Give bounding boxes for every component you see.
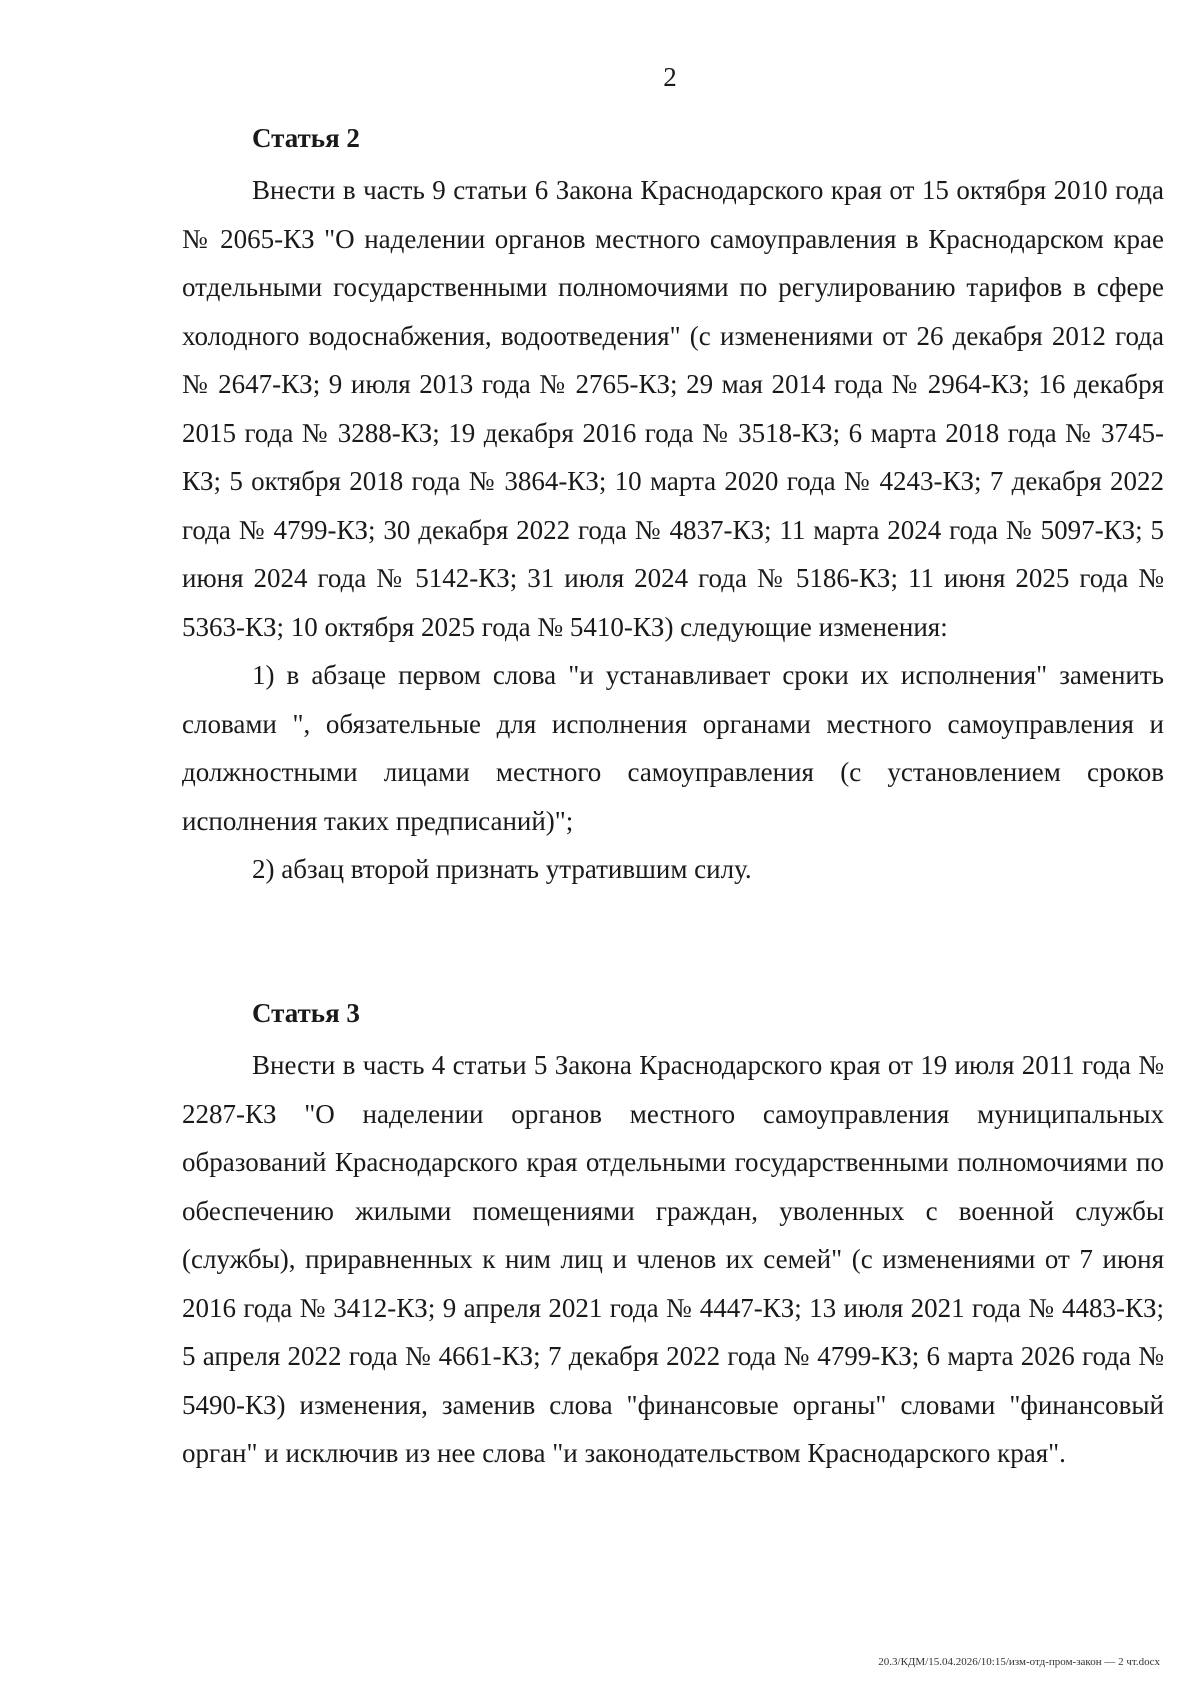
file-stamp: 20.3/КДМ/15.04.2026/10:15/изм-отд-пром-закон — 2 чт.docx	[878, 1656, 1160, 1668]
article-2-paragraph-2: 1) в абзаце первом слова "и устанавливает сроки их исполнения" заменить словами ", обязательные для исполнения органами местного самоуправления и должностными лицами местного самоуправления (с установлением сроков исполнения таких предписаний)";	[182, 660, 1164, 836]
article-3-heading: Статья 3	[252, 998, 360, 1028]
article-2-heading: Статья 2	[252, 123, 360, 153]
article-2-paragraph-1: Внести в часть 9 статьи 6 Закона Краснодарского края от 15 октября 2010 года № 2065-КЗ "О наделении органов местного самоуправления в Краснодарском крае отдельными государственными полномочиями по регулированию тарифов в сфере холодного водоснабжения, водоотведения" (с изменениями от 26 декабря 2012 года № 2647-КЗ; 9 июля 2013 года № 2765-КЗ; 29 мая 2014 года № 2964-КЗ; 16 декабря 2015 года № 3288-КЗ; 19 декабря 2016 года № 3518-КЗ; 6 марта 2018 года № 3745-КЗ; 5 октября 2018 года № 3864-КЗ; 10 марта 2020 года № 4243-КЗ; 7 декабря 2022 года № 4799-КЗ; 30 декабря 2022 года № 4837-КЗ; 11 марта 2024 года № 5097-КЗ; 5 июня 2024 года № 5142-КЗ; 31 июля 2024 года № 5186-КЗ; 11 июня 2025 года № 5363-КЗ; 10 октября 2025 года № 5410-КЗ) следующие изменения:	[182, 175, 1164, 642]
article-3-paragraph-1: Внести в часть 4 статьи 5 Закона Краснодарского края от 19 июля 2011 года № 2287-КЗ "О наделении органов местного самоуправления муниципальных образований Краснодарского края отдельными государственными полномочиями по обеспечению жилыми помещениями граждан, уволенных с военной службы (службы), приравненных к ним лиц и членов их семей" (с изменениями от 7 июня 2016 года № 3412-КЗ; 9 апреля 2021 года № 4447-КЗ; 13 июля 2021 года № 4483-КЗ; 5 апреля 2022 года № 4661-КЗ; 7 декабря 2022 года № 4799-КЗ; 6 марта 2026 года № 5490-КЗ) изменения, заменив слова "финансовые органы" словами "финансовый орган" и исключив из нее слова "и законодательством Краснодарского края".	[182, 1050, 1164, 1468]
article-3	[182, 993, 1164, 1478]
article-2	[182, 118, 1164, 894]
page-number: 2	[663, 62, 677, 92]
article-2-paragraph-3: 2) абзац второй признать утратившим силу.	[252, 854, 752, 884]
